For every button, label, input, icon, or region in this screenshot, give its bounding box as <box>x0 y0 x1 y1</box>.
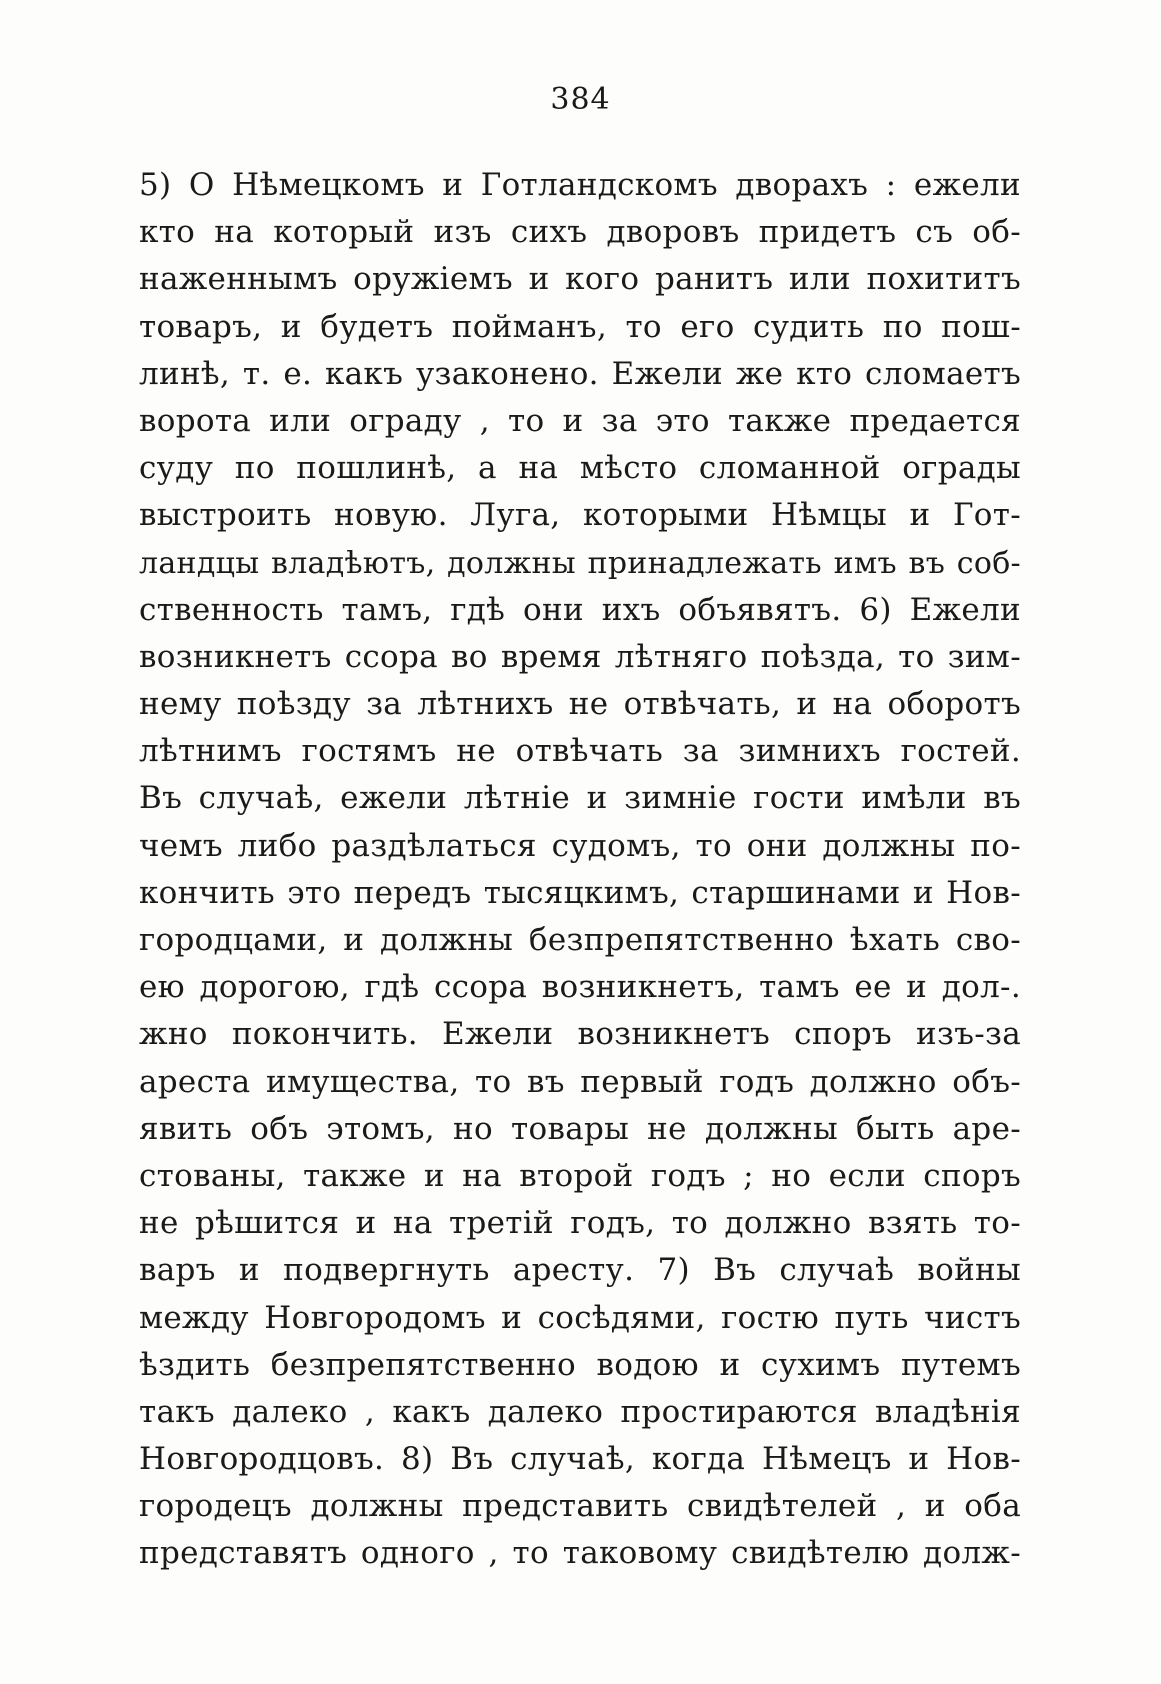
text-line: наженнымъ оружіемъ и кого ранитъ или похититъ <box>139 261 1021 298</box>
text-line: суду по пошлинѣ, а на мѣсто сломанной ограды <box>139 450 1021 487</box>
text-line: ландцы владѣютъ, должны принадлежать имъ въ соб- <box>139 545 1021 581</box>
text-line: стованы, также и на второй годъ ; но если споръ <box>139 1157 1021 1194</box>
text-line: ственность тамъ, гдѣ они ихъ объявятъ. 6) Ежели <box>139 591 1021 628</box>
text-line: чемъ либо раздѣлаться судомъ, то они должны по- <box>139 827 1021 864</box>
text-line: ареста имущества, то въ первый годъ должно объ- <box>139 1063 1021 1100</box>
text-line: городецъ должны представить свидѣтелей , и оба <box>139 1488 1021 1525</box>
text-line: лѣтнимъ гостямъ не отвѣчать за зимнихъ гостей. <box>139 733 1021 770</box>
text-line: выстроить новую. Луга, которыми Нѣмцы и Гот- <box>139 497 1021 534</box>
text-line: кончить это передъ тысяцкимъ, старшинами и Нов- <box>139 874 1021 911</box>
text-line: такъ далеко , какъ далеко простираются владѣнія <box>139 1393 1021 1430</box>
text-line: ею дорогою, гдѣ ссора возникнетъ, тамъ ее и дол-. <box>139 969 1021 1006</box>
text-line: Новгородцовъ. 8) Въ случаѣ, когда Нѣмецъ и Нов- <box>139 1441 1021 1478</box>
text-line: Въ случаѣ, ежели лѣтніе и зимніе гости имѣли въ <box>139 780 1021 817</box>
text-line: варъ и подвергнуть аресту. 7) Въ случаѣ войны <box>139 1252 1021 1289</box>
text-line: нему поѣзду за лѣтнихъ не отвѣчать, и на оборотъ <box>139 686 1021 723</box>
text-line: не рѣшится и на третій годъ, то должно взять то- <box>139 1205 1021 1242</box>
text-line: между Новгородомъ и сосѣдями, гостю путь чистъ <box>139 1299 1021 1336</box>
text-line: линѣ, т. е. какъ узаконено. Ежели же кто сломаетъ <box>139 355 1021 392</box>
body-text <box>139 162 1021 1578</box>
text-line: ѣздить безпрепятственно водою и сухимъ путемъ <box>139 1346 1021 1383</box>
text-line: ворота или ограду , то и за это также предается <box>139 402 1021 439</box>
text-line: представятъ одного , то таковому свидѣтелю долж- <box>139 1535 1021 1572</box>
page-number: 384 <box>550 82 611 117</box>
text-line: явить объ этомъ, но товары не должны быть аре- <box>139 1110 1021 1147</box>
text-line: товаръ, и будетъ пойманъ, то его судить по пош- <box>139 308 1021 345</box>
text-line: городцами, и должны безпрепятственно ѣхать сво- <box>139 922 1021 958</box>
text-line: 5) О Нѣмецкомъ и Готландскомъ дворахъ : ежели <box>139 167 1021 203</box>
text-line: жно покончить. Ежели возникнетъ споръ изъ-за <box>139 1016 1021 1053</box>
text-line: возникнетъ ссора во время лѣтняго поѣзда, то зим- <box>139 638 1021 675</box>
text-line: кто на который изъ сихъ дворовъ придетъ съ об- <box>139 214 1021 251</box>
